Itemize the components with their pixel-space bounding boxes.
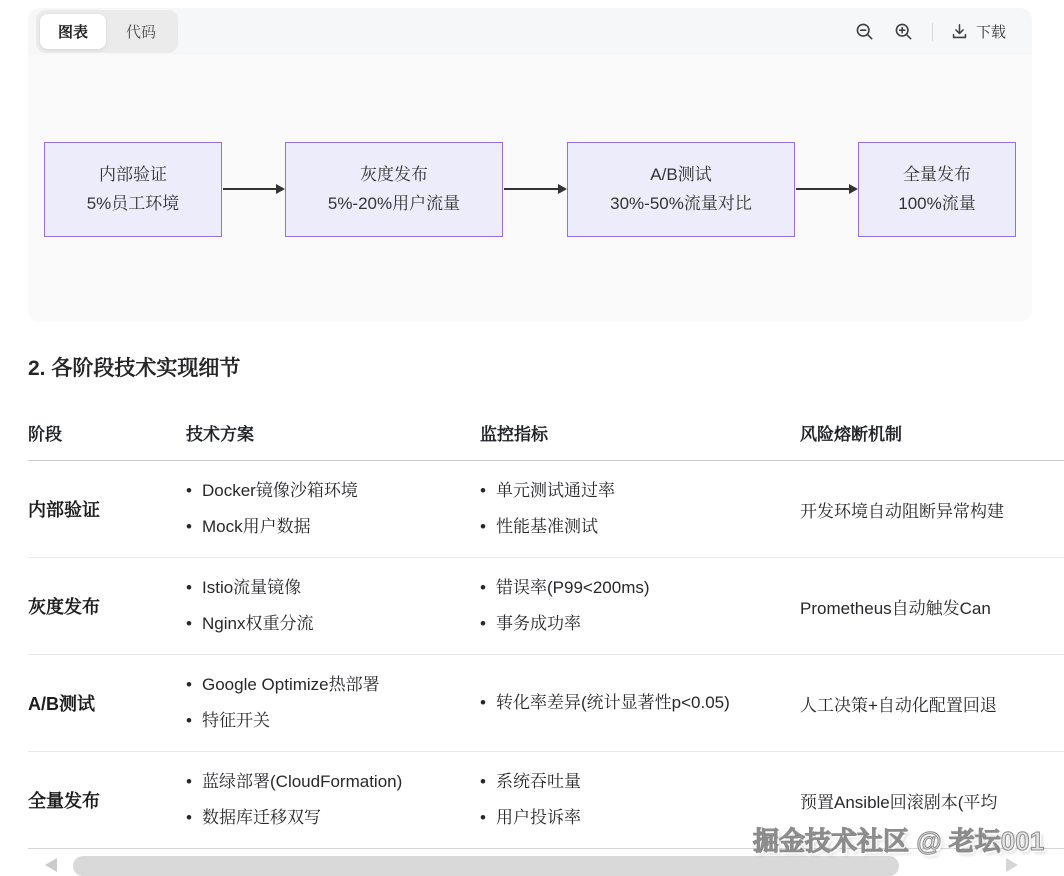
bullet-icon: •	[186, 711, 192, 730]
tech-item: Mock用户数据	[202, 517, 311, 536]
table-row	[28, 461, 1064, 558]
metric-item: 性能基准测试	[496, 517, 598, 536]
flow-node-title: 全量发布	[903, 164, 971, 184]
zoom-out-icon	[854, 21, 875, 42]
risk-cell: 人工决策+自动化配置回退	[800, 695, 997, 715]
flow-node-subtitle: 5%-20%用户流量	[327, 193, 461, 213]
stage-cell: A/B测试	[28, 694, 95, 714]
stage-details-table	[28, 405, 1064, 849]
table-row	[28, 655, 1064, 752]
zoom-out-button[interactable]	[854, 21, 876, 43]
metric-item: 错误率(P99<200ms)	[496, 578, 650, 597]
col-header-metrics: 监控指标	[480, 425, 548, 444]
flow-node-title: 内部验证	[99, 164, 167, 184]
flow-node-title: A/B测试	[650, 164, 712, 184]
flow-node-title: 灰度发布	[360, 164, 428, 184]
scroll-right-arrow[interactable]	[1006, 858, 1018, 872]
bullet-icon: •	[480, 808, 486, 827]
zoom-in-button[interactable]	[893, 21, 915, 43]
tab-code[interactable]: 代码	[126, 24, 157, 41]
bullet-icon: •	[186, 808, 192, 827]
bullet-icon: •	[480, 578, 486, 597]
metric-item: 单元测试通过率	[496, 481, 615, 500]
flow-node-gray-release	[285, 142, 503, 237]
metric-item: 事务成功率	[496, 614, 581, 633]
bullet-icon: •	[186, 481, 192, 500]
risk-cell: 预置Ansible回滚剧本(平均	[800, 792, 998, 812]
stage-cell: 灰度发布	[28, 597, 100, 617]
stage-cell: 全量发布	[28, 791, 100, 811]
tech-cell	[186, 558, 480, 654]
tech-item: 蓝绿部署(CloudFormation)	[202, 772, 403, 791]
section-heading: 2. 各阶段技术实现细节	[28, 357, 241, 380]
col-header-tech: 技术方案	[186, 425, 254, 444]
bullet-icon: •	[480, 614, 486, 633]
bullet-icon: •	[186, 675, 192, 694]
bullet-icon: •	[186, 614, 192, 633]
table-header-row	[28, 405, 1064, 461]
flow-node-ab-test	[567, 142, 795, 237]
zoom-in-icon	[893, 21, 914, 42]
toolbar-divider	[932, 23, 933, 41]
flow-node-subtitle: 5%员工环境	[86, 193, 180, 213]
flow-arrow-3	[796, 188, 849, 190]
bullet-icon: •	[186, 772, 192, 791]
flow-arrow-2	[504, 188, 558, 190]
download-icon	[950, 22, 969, 41]
bullet-icon: •	[186, 578, 192, 597]
tech-item: Nginx权重分流	[202, 614, 314, 633]
flow-node-internal-validation	[44, 142, 222, 237]
bullet-icon: •	[480, 772, 486, 791]
metrics-cell	[480, 558, 800, 654]
tech-item: 数据库迁移双写	[202, 808, 321, 827]
tech-cell	[186, 655, 480, 751]
tech-item: Docker镜像沙箱环境	[202, 481, 358, 500]
toolbar-actions	[854, 21, 1006, 43]
flow-node-full-release	[858, 142, 1016, 237]
table-row	[28, 558, 1064, 655]
tab-chart[interactable]: 图表	[40, 14, 106, 49]
download-label: 下载	[975, 24, 1006, 41]
tech-item: 特征开关	[202, 711, 270, 730]
metric-item: 转化率差异(统计显著性p<0.05)	[496, 693, 730, 712]
horizontal-scrollbar-thumb[interactable]	[73, 856, 899, 876]
bullet-icon: •	[480, 517, 486, 536]
metric-item: 用户投诉率	[496, 808, 581, 827]
chart-toolbar	[28, 8, 1032, 55]
bullet-icon: •	[186, 517, 192, 536]
flowchart-canvas	[28, 55, 1032, 322]
flow-node-subtitle: 30%-50%流量对比	[610, 193, 752, 213]
flow-arrow-1	[223, 188, 276, 190]
tech-cell	[186, 752, 480, 848]
metrics-cell	[480, 461, 800, 557]
tech-item: Google Optimize热部署	[202, 675, 380, 694]
col-header-risk: 风险熔断机制	[800, 425, 902, 444]
stage-cell: 内部验证	[28, 500, 100, 520]
bullet-icon: •	[480, 481, 486, 500]
metrics-cell	[480, 752, 800, 848]
risk-cell: 开发环境自动阻断异常构建	[800, 501, 1004, 521]
flow-node-subtitle: 100%流量	[898, 193, 976, 213]
download-button[interactable]	[950, 21, 1006, 42]
bullet-icon: •	[480, 693, 486, 712]
watermark-text: 掘金技术社区 @ 老坛001	[753, 826, 1045, 856]
col-header-stage: 阶段	[28, 425, 62, 444]
metric-item: 系统吞吐量	[496, 772, 581, 791]
risk-cell: Prometheus自动触发Can	[800, 598, 991, 618]
chart-card	[28, 8, 1032, 322]
view-tab-group	[36, 10, 178, 53]
tech-cell	[186, 461, 480, 557]
metrics-cell	[480, 655, 800, 751]
tech-item: Istio流量镜像	[202, 578, 302, 597]
scroll-left-arrow[interactable]	[45, 858, 57, 872]
